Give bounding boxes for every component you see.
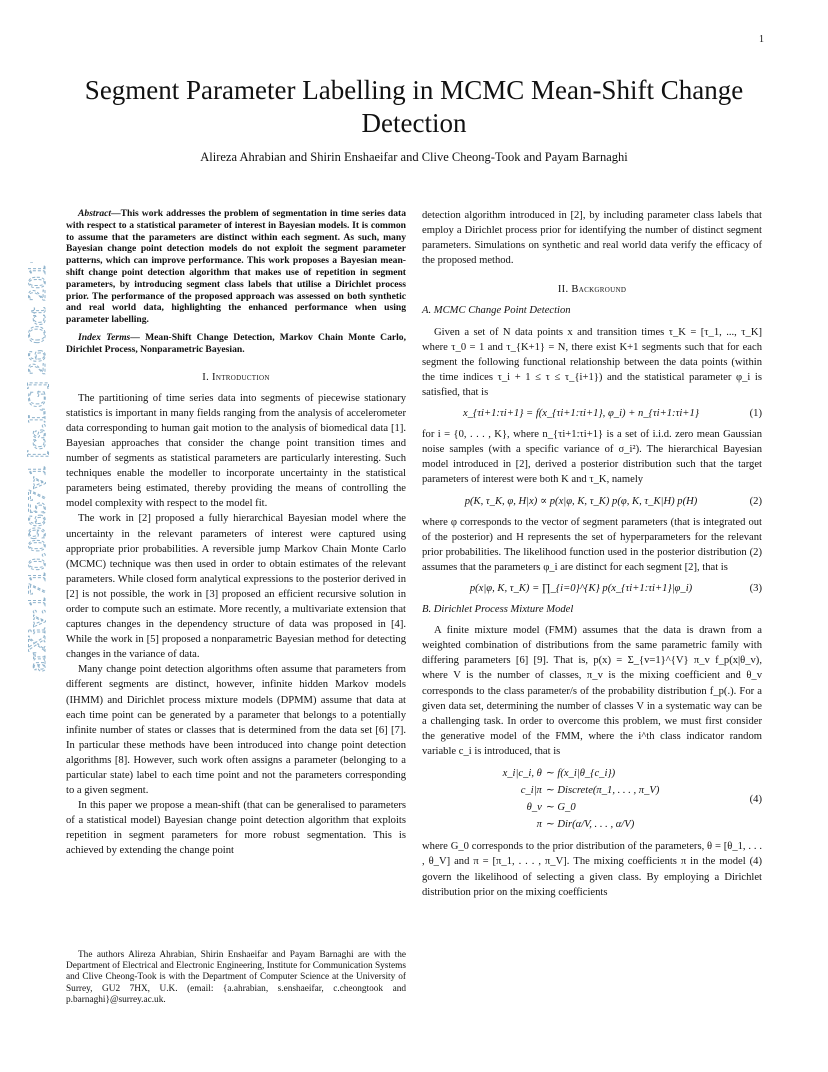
index-terms-label: Index Terms [78,331,131,343]
equation-4-number: (4) [749,793,762,805]
mcmc-paragraph-3: where φ corresponds to the vector of segment parameters (that is integrated out of the posterior) and H represents the set of hyperparameters for the relevant prior probabilities. The likelihood function used in the posterior distribution (2) assumes that the parameters φ_i are distinct for each segment [2], that is [422,516,762,573]
equation-4-line-4-right: ∼ Dir(α/V, . . . , α/V) [545,819,635,831]
equation-4-body [422,765,740,833]
intro-paragraph-1: The partitioning of time series data into segments of piecewise stationary statistics is important in many fields ranging from the analysis of accelerometer data corresponding to human gait motion to the analysis of biomedical data [1]. Bayesian approaches that consider the change point transition times and number of segments as statistical parameters are particularly interesting. Such techniques enable the modeller to incorporate uncertainty in the statistical parameters being estimated, thereby providing the means of controlling the model complexity with respect to the model fit. [66,392,406,510]
equation-4 [422,765,762,833]
equation-4-line-4-left: π [536,819,542,831]
mcmc-paragraph-2: for i = {0, . . . , K}, where n_{τi+1:τi+1} is a set of i.i.d. zero mean Gaussian noise samples (with a specific variance of σ_i²). The hierarchical Bayesian model introduced in [2], derived a posterior distribution such that the target parameters of interest were both K and τ_K, namely [422,429,762,486]
equation-3 [422,581,762,596]
dpmm-paragraph-2: where G_0 corresponds to the prior distribution of the parameters, θ = [θ_1, . . . , θ_V] and π = [π_1, . . . , π_V]. The mixing coefficients π in the model (4) govern the likelihood of selecting a given class. By employing a Dirichlet distribution prior on the mixing coefficients [422,841,762,898]
svg-text:arXiv:1710.09657v1 [cs.LG] 2: arXiv:1710.09657v1 [cs.LG] 26 Oct 2017 [24,262,51,672]
section-heading-background: II. Background [557,284,627,296]
equation-1-number: (1) [749,408,762,420]
equation-3-number: (3) [749,582,762,594]
mcmc-paragraph-1: Given a set of N data points x and transition times τ_K = [τ_1, ..., τ_K] where τ_0 = 1 and τ_{K+1} = N, there exist K+1 segments such that for each segment the following functional relationship between the data points (within the time indices τ_i + 1 ≤ τ ≤ τ_{i+1}) and the statistical parameter φ_i is satisfied, that is [422,326,762,398]
arxiv-identifier-stamp [20,262,54,682]
abstract [66,208,406,326]
section-heading-introduction: I. Introduction [202,371,270,383]
right-column [422,208,762,900]
subsection-heading-dpmm: B. Dirichlet Process Mixture Model [422,604,574,616]
index-terms [66,332,406,356]
equation-4-line-1-right: ∼ f(x_i|θ_{c_i}) [545,768,616,779]
equation-1 [422,406,762,421]
paper-title: Segment Parameter Labelling in MCMC Mean-Shift Change Detection [84,75,744,138]
author-list: Alireza Ahrabian and Shirin Enshaeifar and Clive Cheong-Took and Payam Barnaghi [200,150,628,164]
left-column [66,208,406,859]
dpmm-paragraph-1: A finite mixture model (FMM) assumes that the data is drawn from a weighted combination of distributions from the same parametric family with differing parameters [6] [9]. That is, p(x) = Σ_{v=1}^{V} π_v f_p(x|θ_v), where V is the number of classes, π_v is the mixing coefficient and θ_v corresponds to the class parameter/s of the probability distribution f_p(.). For a given data set, determining the number of classes V in a systematic way can be a challenging task. In order to overcome this problem, we must first consider the generative model of the FMM, where the i^th class indicator random variable c_i is introduced, that is [422,625,762,757]
equation-4-line-3-left: θ_v [526,802,542,814]
intro-paragraph-2: The work in [2] proposed a fully hierarchical Bayesian model where the uncertainty in the relevant parameters of interest were captured using appropriate prior probabilities. A reversible jump Markov Chain Monte Carlo (MCMC) technique was then used in order to obtain estimates of the relevant parameters. While closed form analytical expressions to the posterior derived in [2] is not possible, the work in [3] proposed an efficient recursive solution in order to compute such an estimate. More recently, a multivariate extension that captures changes in the dependency structure of data was proposed in [4]. While the work in [5] proposed a nonparametric Bayesian method for detecting changes in the variance of data. [66,513,406,661]
intro-paragraph-4-continued: detection algorithm introduced in [2], by including parameter class labels that employ a Dirichlet process prior for identifying the number of distinct segment parameters. Simulations on synthetic and real world data verify the efficacy of the proposed method. [422,210,762,267]
intro-paragraph-3: Many change point detection algorithms often assume that parameters from different segments are distinct, however, infinite hidden Markov models (IHMM) and Dirichlet process mixture models (DPMM) assume that data at each time point can be generated by a parameter that belongs to a potentially infinite number of states or classes that is determined from the data set [6] [7]. In particular these methods have been introduced into change point detection algorithms [8]. However, such work often assigns a parameter (belonging to a particular state) label to each time point and not the parameters corresponding to a given segment. [66,664,406,797]
equation-2-body: p(K, τ_K, φ, H|x) ∝ p(x|φ, K, τ_K) p(φ, K, τ_K|H) p(H) [464,495,698,507]
index-terms-text: — Mean-Shift Change Detection, Markov Chain Monte Carlo, Dirichlet Process, Nonparametric Bayesian. [66,331,406,355]
page-number: 1 [759,34,764,45]
equation-4-line-2-right: ∼ Discrete(π_1, . . . , π_V) [545,785,660,797]
abstract-text: —This work addresses the problem of segmentation in time series data with respect to a statistical parameter of interest in Bayesian models. It is common to assume that the parameters are distinct within each segment. As such, many Bayesian change point detection models do not exploit the segment parameter patterns, which can improve performance. This work proposes a Bayesian mean-shift change point detection algorithm that makes use of repetition in segment parameters, by introducing segment class labels that utilise a Dirichlet process prior. The performance of the proposed approach was assessed on both synthetic and real world data, highlighting the enhanced performance when using parameter labelling. [66,208,406,326]
equation-2 [422,494,762,509]
equation-4-line-2-left: c_i|π [520,785,542,797]
equation-2-number: (2) [749,495,762,507]
equation-4-line-1-left: x_i|c_i, θ [502,768,542,779]
equation-1-body: x_{τi+1:τi+1} = f(x_{τi+1:τi+1}, φ_i) + n_{τi+1:τi+1} [463,408,699,420]
arxiv-stamp-graphic [20,262,54,682]
equation-4-line-3-right: ∼ G_0 [545,802,576,814]
subsection-heading-mcmc: A. MCMC Change Point Detection [422,305,571,317]
intro-paragraph-4: In this paper we propose a mean-shift (that can be generalised to parameters of a statistical model) Bayesian change point detection algorithm that exploits repetition in segment parameters for more robust segmentation. This is achieved by extending the change point [66,800,406,857]
author-affiliation-footnote: The authors Alireza Ahrabian, Shirin Enshaeifar and Payam Barnaghi are with the Department of Electrical and Electronic Engineering, Institute for Communication Systems and Clive Cheong-Took is with the Department of Computer Science at the University of Surrey, GU2 7HX, U.K. (email: {a.ahrabian, s.enshaeifar, c.cheongtook and p.barnaghi}@surrey.ac.uk. [66,950,406,1005]
equation-3-body: p(x|φ, K, τ_K) = ∏_{i=0}^{K} p(x_{τi+1:τi+1}|φ_i) [469,582,693,594]
abstract-label: Abstract [78,208,112,219]
